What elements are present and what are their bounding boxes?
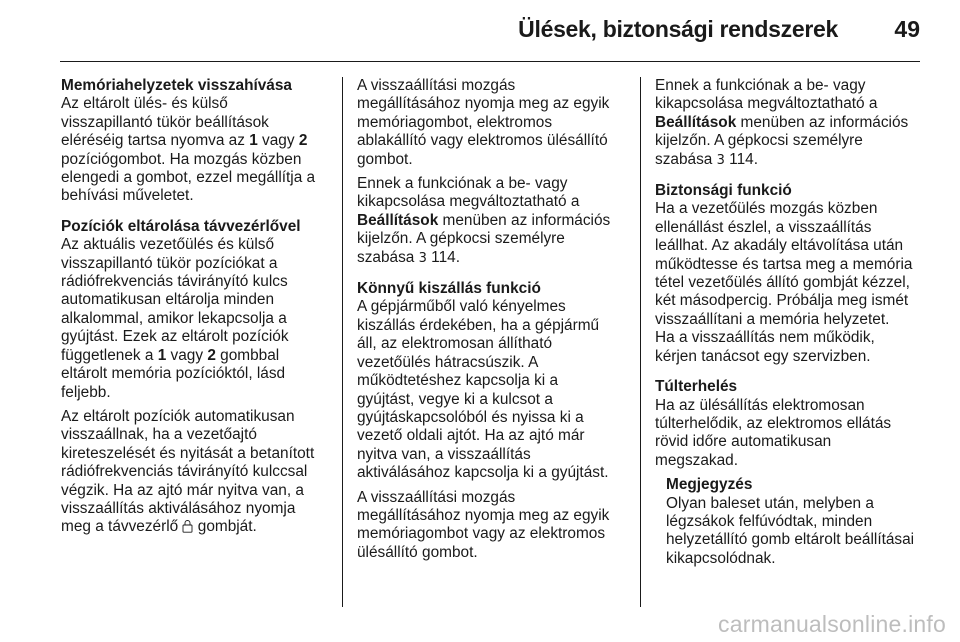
- page-reference-icon: 3: [716, 152, 725, 168]
- text-line: tétel vezetőülés állító gombját kézzel,: [655, 274, 910, 292]
- paragraph: [61, 408, 333, 537]
- text-line: A visszaállítási mozgás: [357, 488, 516, 506]
- text-line: automatikusan eltárolja minden: [61, 291, 275, 309]
- text-line: gyújtást. Ezek az eltárolt pozíciók: [61, 328, 289, 346]
- paragraph: [357, 489, 627, 563]
- text-line: alkalommal, amikor lekapcsolja a: [61, 309, 287, 327]
- text-line: túlterhelődik, az elektromos ellátás: [655, 414, 892, 432]
- text-line: visszapillantó tükör beállítások: [61, 113, 269, 131]
- text-line: aktiválásához kapcsolja ki a gyújtást.: [357, 464, 609, 482]
- text-line: helyzetállító gomb eltárolt beállításai: [666, 531, 915, 549]
- text-line: Ha a visszaállítás nem működik,: [655, 329, 875, 347]
- paragraph: [655, 77, 923, 170]
- text-line: Ha az ülésállítás elektromosan: [655, 396, 865, 414]
- note-box: [655, 476, 923, 568]
- text-line: kiszállás érdekében, ha a gépjármű: [357, 316, 600, 334]
- text-line: gyújtáskapcsolóból és nyissa ki a: [357, 408, 584, 426]
- paragraph: [61, 236, 333, 402]
- text-line: szabása 3 114.: [357, 248, 460, 266]
- text-line: behívási műveletet.: [61, 187, 194, 205]
- column-divider: [342, 77, 343, 607]
- text-line: áll, az elektromosan állítható: [357, 335, 553, 353]
- text-line: visszapillantó tükör pozíciókat a: [61, 254, 278, 272]
- text-line: végzik. Ha az ajtó már nyitva van, a: [61, 481, 304, 499]
- text-line: Az aktuális vezetőülés és külső: [61, 236, 275, 254]
- text-line: működtesse és tartsa meg a memória: [655, 255, 913, 273]
- text-line: rövid időre automatikusan: [655, 433, 832, 451]
- section-heading: Pozíciók eltárolása távvezérlővel: [61, 217, 301, 235]
- text-line: meg a távvezérlő gombját.: [61, 518, 257, 536]
- section-heading: Biztonsági funkció: [655, 182, 792, 200]
- text-line: kijelzőn. A gépkocsi személyre: [357, 230, 565, 248]
- text-line: ülésállító gombot.: [357, 543, 478, 561]
- text-line: visszaállítani a memória helyzetet.: [655, 310, 890, 328]
- text-line: szabása 3 114.: [655, 150, 758, 168]
- text-line: Az eltárolt pozíciók automatikusan: [61, 407, 295, 425]
- paragraph: [655, 397, 923, 471]
- text-line: működtetéshez kapcsolja ki a: [357, 372, 559, 390]
- text-line: megszakad.: [655, 451, 738, 469]
- text-line: Beállítások menüben az információs: [655, 113, 909, 131]
- text-line: pozíciógombot. Ha mozgás közben: [61, 150, 302, 168]
- text-line: kikapcsolása megváltoztatható a: [357, 193, 580, 211]
- paragraph: [655, 200, 923, 366]
- text-line: gyújtást, vegye ki a kulcsot a: [357, 390, 553, 408]
- text-line: nyitva van, a visszaállítás: [357, 445, 531, 463]
- text-line: rádiófrekvenciás távirányító kulccsal: [61, 463, 308, 481]
- text-line: Ennek a funkciónak a be- vagy: [357, 175, 568, 193]
- text-line: Olyan baleset után, melyben a: [666, 494, 874, 512]
- paragraph: [357, 298, 627, 482]
- text-line: kérjen tanácsot egy szervizben.: [655, 347, 871, 365]
- text-line: kireteszelését és nyitását a betanított: [61, 444, 315, 462]
- text-line: függetlenek a 1 vagy 2 gombbal: [61, 346, 280, 364]
- text-line: ellenállást észlel, a visszaállítás: [655, 218, 872, 236]
- text-line: memóriagombot vagy az elektromos: [357, 525, 606, 543]
- text-line: kikapcsolása megváltoztatható a: [655, 95, 878, 113]
- text-line: légzsákok felfúvódtak, minden: [666, 512, 873, 530]
- column-1: [61, 77, 333, 537]
- text-line: memóriagombot, elektromos: [357, 113, 553, 131]
- text-line: leállhat. Az akadály eltávolítása után: [655, 237, 904, 255]
- text-line: megállításához nyomja meg az egyik: [357, 95, 610, 113]
- text-line: Ennek a funkciónak a be- vagy: [655, 77, 866, 94]
- text-line: A visszaállítási mozgás: [357, 77, 516, 94]
- paragraph: [357, 175, 627, 268]
- text-line: gombot.: [357, 150, 413, 168]
- text-line: kijelzőn. A gépkocsi személyre: [655, 132, 863, 150]
- text-line: visszaállítás aktiválásához nyomja: [61, 499, 296, 517]
- section-heading: Túlterhelés: [655, 378, 738, 396]
- section-heading: Könnyű kiszállás funkció: [357, 280, 541, 298]
- column-2: [357, 77, 627, 562]
- note-title: Megjegyzés: [666, 476, 753, 494]
- text-line: feljebb.: [61, 383, 111, 401]
- lock-icon: [182, 519, 193, 533]
- text-line: ablakállító vagy elektromos ülésállító: [357, 132, 608, 150]
- text-line: visszaállnak, ha a vezetőajtó: [61, 426, 257, 444]
- header-rule: [60, 61, 920, 62]
- text-line: vezetőülés hátracsúszik. A: [357, 353, 539, 371]
- text-line: eléréséig tartsa nyomva az 1 vagy 2: [61, 132, 308, 150]
- text-line: Beállítások menüben az információs: [357, 211, 611, 229]
- text-line: Ha a vezetőülés mozgás közben: [655, 200, 878, 218]
- text-line: kikapcsolódnak.: [666, 549, 776, 567]
- text-line: vezető oldali ajtót. Ha az ajtó már: [357, 427, 585, 445]
- text-line: A gépjárműből való kényelmes: [357, 298, 566, 316]
- column-divider: [640, 77, 641, 607]
- paragraph: [61, 95, 333, 205]
- page-reference-icon: 3: [418, 250, 427, 266]
- text-line: Az eltárolt ülés- és külső: [61, 95, 228, 113]
- page-title: Ülések, biztonsági rendszerek: [518, 16, 838, 42]
- page-number: 49: [894, 16, 920, 42]
- text-line: elengedi a gombot, ezzel megállítja a: [61, 169, 316, 187]
- column-3: [655, 77, 923, 568]
- text-line: rádiófrekvenciás távirányító kulcs: [61, 273, 288, 291]
- section-heading: Memóriahelyzetek visszahívása: [61, 77, 292, 94]
- paragraph: [357, 77, 627, 169]
- watermark: carmanualsonline.info: [718, 611, 946, 637]
- text-line: két másodpercig. Próbálja meg ismét: [655, 292, 909, 310]
- page-header: [0, 0, 960, 62]
- text-line: megállításához nyomja meg az egyik: [357, 506, 610, 524]
- text-line: eltárolt memória pozícióktól, lásd: [61, 365, 286, 383]
